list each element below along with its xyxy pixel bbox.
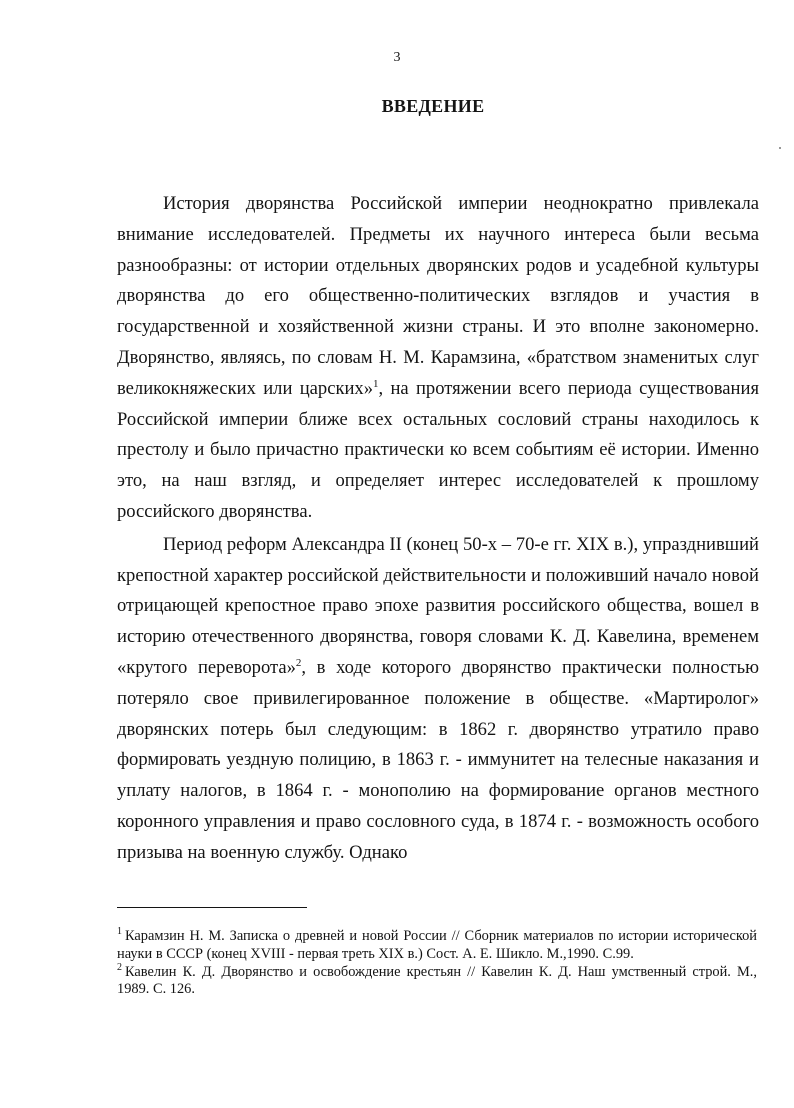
main-text [117, 189, 759, 869]
paragraph-text: , в ходе которого дворянство практически полностью потеряло свое привилегированное положение в обществе. «Мартиролог» дворянских потерь был следующим: в 1862 г. дворянство утратило право формировать уездную полицию, в 1863 г. - иммунитет на телесные наказания и уплату налогов, в 1864 г. - монополию на формирование органов местного коронного управления и право сословного суда, в 1874 г. - возможность особого призыва на военную службу. Однако [117, 656, 759, 863]
paragraph-text: История дворянства Российской империи неоднократно привлекала внимание исследователей. Предметы их научного интереса были весьма разнообразны: от истории отдельных дворянских родов и усадебной культуры дворянства до его общественно-политических взглядов и участия в государственной и хозяйственной жизни страны. И это вполне закономерно. Дворянство, являясь, по словам Н. М. Карамзина, «братством знаменитых слуг великокняжеских или царских» [117, 193, 759, 399]
footnote-number: 1 [117, 926, 122, 938]
footnote-number: 2 [117, 961, 122, 973]
footnotes [117, 928, 757, 999]
footnote-divider [117, 907, 307, 908]
paragraph-2 [117, 530, 759, 869]
footnote-text: Кавелин К. Д. Дворянство и освобождение крестьян // Кавелин К. Д. Наш умственный строй. М., 1989. С. 126. [117, 963, 757, 998]
paragraph-text: Период реформ Александра II (конец 50-х – 70-е гг. XIX в.), упразднивший крепостной характер российской действительности и положивший начало новой отрицающей крепостное право эпохе развития российского общества, вошел в историю отечественного дворянства, говоря словами К. Д. Кавелина, временем «крутого переворота» [117, 533, 759, 678]
footnote-1 [117, 928, 757, 964]
page-number: 3 [393, 50, 401, 65]
paragraph-1 [117, 189, 759, 528]
page-title: ВВЕДЕНИЕ [381, 96, 485, 116]
footnote-2 [117, 961, 757, 1000]
footnote-reference: 1 [373, 377, 379, 390]
footnote-reference: 2 [295, 656, 302, 669]
scan-speck [779, 147, 781, 149]
paragraph-text: , на протяжении всего периода существования Российской империи ближе всех остальных сословий страны находилось к престолу и было причастно практически ко всем событиям её истории. Именно это, на наш взгляд, и определяет интерес исследователей к прошлому российского дворянства. [117, 377, 759, 522]
footnote-text: Карамзин Н. М. Записка о древней и новой России // Сборник материалов по истории исторической науки в СССР (конец XVIII - первая треть XIX в.) Сост. А. Е. Шикло. М.,1990. С.99. [117, 928, 757, 962]
